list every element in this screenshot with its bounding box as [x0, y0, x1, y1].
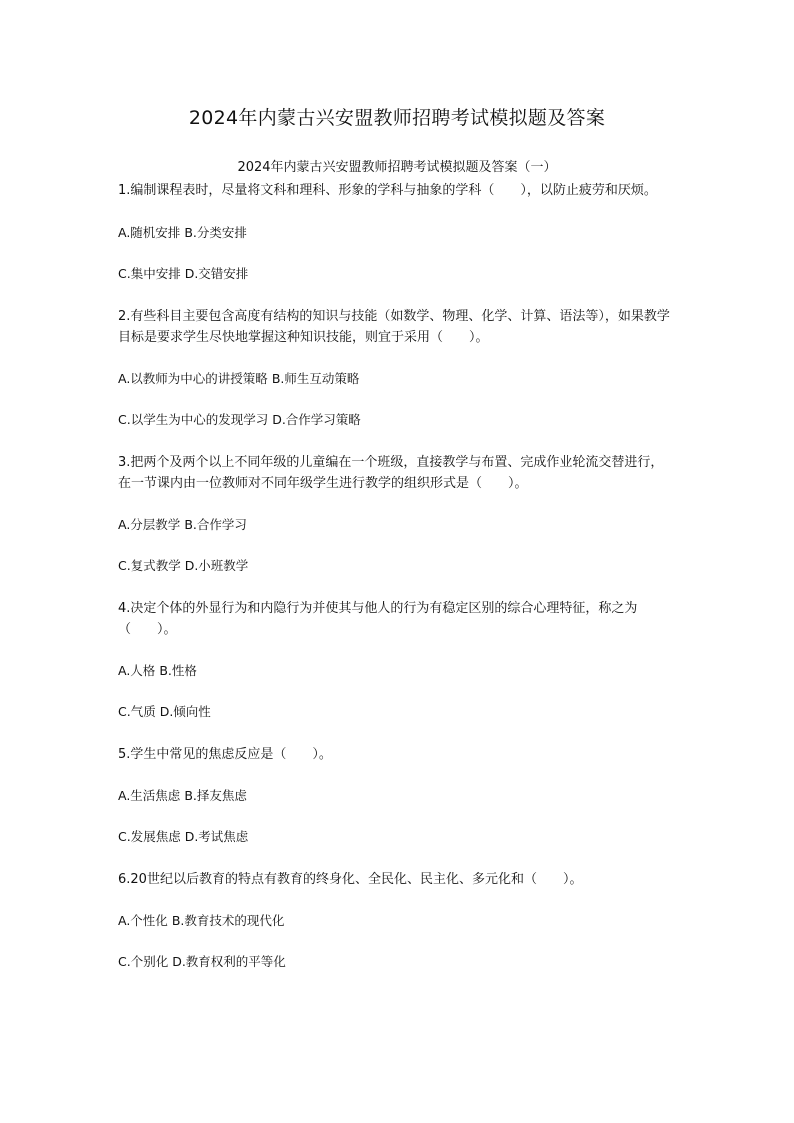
option-row [118, 515, 674, 535]
option-row [118, 786, 674, 806]
question-5 [118, 744, 674, 847]
question-list [118, 180, 674, 972]
option-a: A.个性化 [118, 913, 168, 928]
option-c: C.集中安排 [118, 266, 181, 281]
option-a: A.随机安排 [118, 225, 181, 240]
option-row [118, 264, 674, 284]
option-row [118, 661, 674, 681]
option-b: B.师生互动策略 [271, 371, 360, 386]
option-d: D.教育权利的平等化 [172, 954, 286, 969]
option-c: C.个别化 [118, 954, 169, 969]
question-stem: 1.编制课程表时，尽量将文科和理科、形象的学科与抽象的学科（ ），以防止疲劳和厌烦。 [118, 183, 657, 198]
option-row [118, 952, 674, 972]
option-b: B.教育技术的现代化 [171, 913, 285, 928]
question-stem: 2.有些科目主要包含高度有结构的知识与技能（如数学、物理、化学、计算、语法等），如果教学目标是要求学生尽快地掌握这种知识技能，则宜于采用（ ）。 [118, 309, 670, 345]
question-stem: 6.20世纪以后教育的特点有教育的终身化、全民化、民主化、多元化和（ ）。 [118, 872, 583, 887]
option-row [118, 827, 674, 847]
question-6 [118, 869, 674, 972]
option-c: C.气质 [118, 704, 156, 719]
option-a: A.以教师为中心的讲授策略 [118, 371, 268, 386]
option-b: B.择友焦虑 [184, 788, 247, 803]
section-title: 2024年内蒙古兴安盟教师招聘考试模拟题及答案（一） [237, 160, 557, 175]
option-a: A.生活焦虑 [118, 788, 181, 803]
option-d: D.考试焦虑 [184, 829, 249, 844]
question-stem: 4.决定个体的外显行为和内隐行为并使其与他人的行为有稳定区别的综合心理特征，称之为（ ）。 [118, 601, 638, 637]
option-c: C.以学生为中心的发现学习 [118, 412, 269, 427]
option-row [118, 556, 674, 576]
question-4 [118, 598, 674, 722]
option-row [118, 223, 674, 243]
document-title: 2024年内蒙古兴安盟教师招聘考试模拟题及答案 [188, 107, 606, 129]
option-d: D.交错安排 [184, 266, 249, 281]
option-b: B.性格 [159, 663, 197, 678]
option-a: A.人格 [118, 663, 156, 678]
option-c: C.发展焦虑 [118, 829, 181, 844]
option-row [118, 369, 674, 389]
option-b: B.分类安排 [184, 225, 247, 240]
question-1 [118, 180, 674, 284]
option-d: D.倾向性 [159, 704, 211, 719]
question-stem: 3.把两个及两个以上不同年级的儿童编在一个班级，直接教学与布置、完成作业轮流交替进行，在一节课内由一位教师对不同年级学生进行教学的组织形式是（ ）。 [118, 455, 664, 491]
question-3 [118, 452, 674, 576]
option-b: B.合作学习 [184, 517, 247, 532]
question-2 [118, 306, 674, 430]
option-d: D.合作学习策略 [272, 412, 361, 427]
question-stem: 5.学生中常见的焦虑反应是（ ）。 [118, 747, 332, 762]
option-d: D.小班教学 [184, 558, 249, 573]
option-row [118, 702, 674, 722]
option-row [118, 911, 674, 931]
option-c: C.复式教学 [118, 558, 181, 573]
option-row [118, 410, 674, 430]
option-a: A.分层教学 [118, 517, 181, 532]
